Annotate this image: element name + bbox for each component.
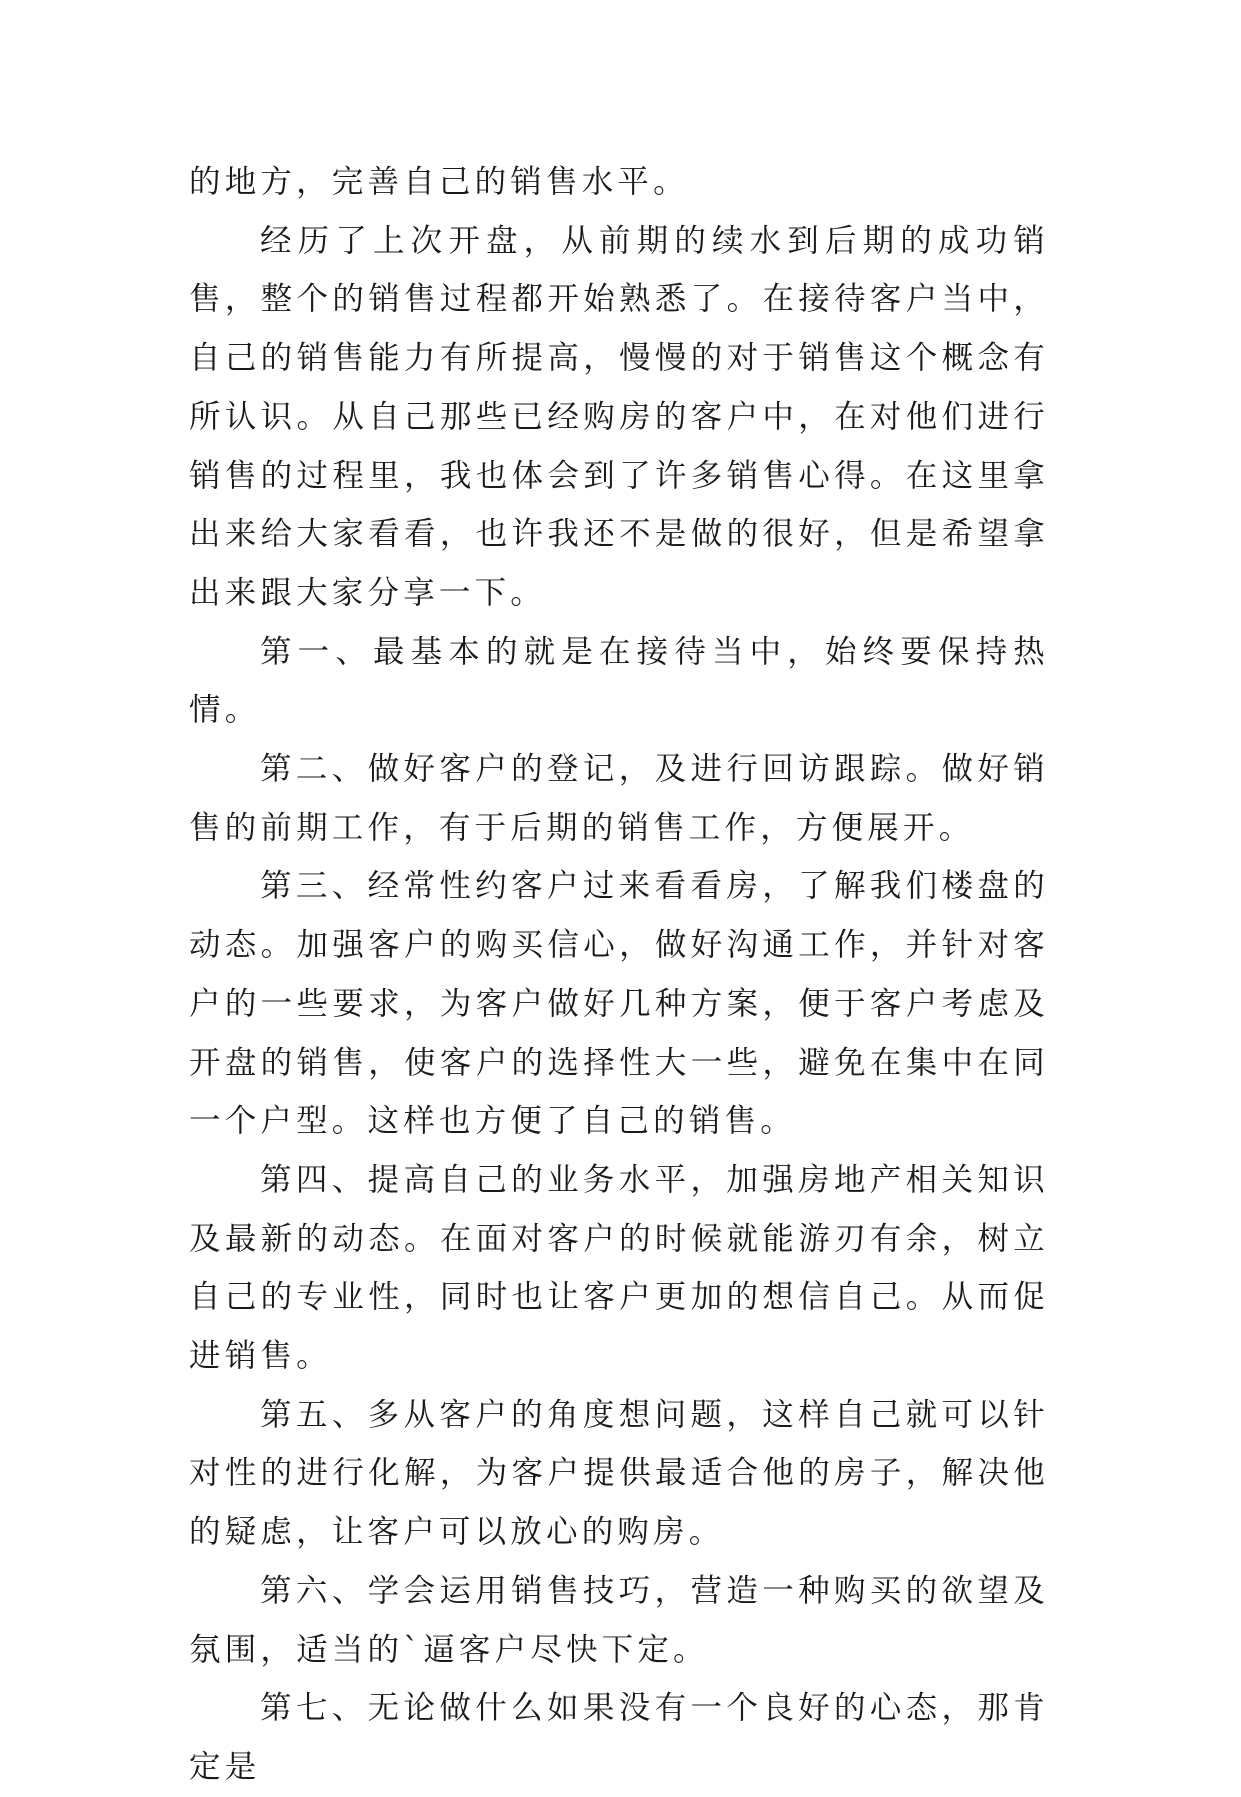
paragraph-point-4: 第四、提高自己的业务水平，加强房地产相关知识及最新的动态。在面对客户的时候就能游刃有余，树立自己的专业性，同时也让客户更加的想信自己。从而促进销售。 — [189, 1161, 1049, 1375]
paragraph-point-1: 第一、最基本的就是在接待当中，始终要保持热情。 — [189, 633, 1049, 729]
body-text — [189, 153, 1049, 1797]
paragraph-point-6: 第六、学会运用销售技巧，营造一种购买的欲望及氛围，适当的`逼客户尽快下定。 — [189, 1572, 1049, 1668]
paragraph-point-7: 第七、无论做什么如果没有一个良好的心态，那肯定是 — [189, 1690, 1049, 1785]
paragraph-experience: 经历了上次开盘，从前期的续水到后期的成功销售，整个的销售过程都开始熟悉了。在接待客户当中，自己的销售能力有所提高，慢慢的对于销售这个概念有所认识。从自己那些已经购房的客户中，在对他们进行销售的过程里，我也体会到了许多销售心得。在这里拿出来给大家看看，也许我还不是做的很好，但是希望拿出来跟大家分享一下。 — [189, 222, 1049, 611]
paragraph-point-2: 第二、做好客户的登记，及进行回访跟踪。做好销售的前期工作，有于后期的销售工作，方便展开。 — [189, 751, 1049, 846]
paragraph-point-3: 第三、经常性约客户过来看看房，了解我们楼盘的动态。加强客户的购买信心，做好沟通工作，并针对客户的一些要求，为客户做好几种方案，便于客户考虑及开盘的销售，使客户的选择性大一些，避免在集中在同一个户型。这样也方便了自己的销售。 — [189, 868, 1049, 1140]
paragraph-continuation: 的地方，完善自己的销售水平。 — [189, 164, 689, 200]
paragraph-point-5: 第五、多从客户的角度想问题，这样自己就可以针对性的进行化解，为客户提供最适合他的房子，解决他的疑虑，让客户可以放心的购房。 — [189, 1396, 1049, 1551]
